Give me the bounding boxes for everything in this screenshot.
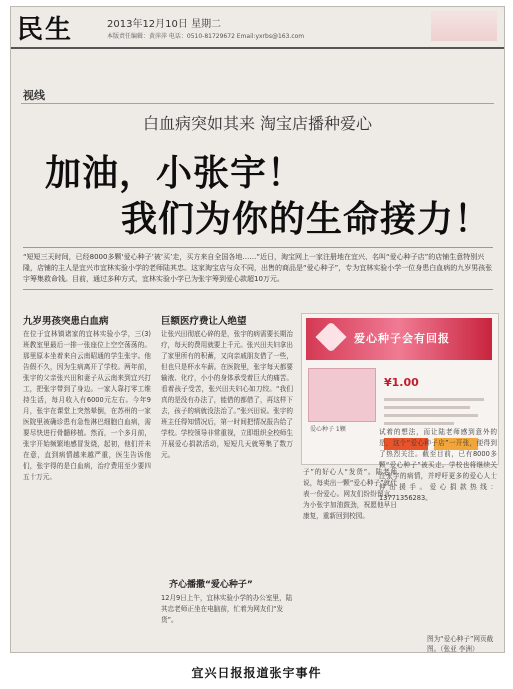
- text-line: [384, 422, 454, 425]
- image-caption: 图为“爱心种子”网页截图。（张亚 李洲）: [427, 635, 494, 653]
- text-line: [384, 398, 484, 401]
- column-2-subheading: 齐心播撒“爱心种子”: [169, 580, 253, 590]
- heart-icon: [315, 321, 346, 352]
- editor-info: 本版责任编辑：黄萍萍 电话：0510-81729672 Email:yxrbs@163.com: [107, 33, 305, 40]
- figure-caption: 宜兴日报报道张宇事件: [191, 666, 322, 680]
- masthead: [11, 7, 504, 49]
- lead-paragraph: “短短三天时间，已经8000多颗‘爱心种子’被‘买’走，买方来自全国各地……”近日，淘宝网上一家注册地在宜兴、名叫“爱心种子店”的店铺生意特别兴隆，店铺的主人是宜兴市宜林实验小学的老师陆其忠。这家淘宝店与众不同，出售的商品是“爱心种子”，专为宜林实验小学一位身患白血病的九岁男孩张宇筹集救命钱。目前，通过多种方式，宜林实验小学已为张宇筹到爱心款超10万元。: [23, 247, 493, 290]
- column-2-body-continued: 12月9日上午，宜林实验小学的办公室里，陆其忠老师正坐在电脑前，忙着为网友们“发货”。: [161, 594, 293, 624]
- divider: [21, 103, 494, 104]
- column-1-body: 在位于宜林镇诸家的宜林实验小学，三(3)班教室里最后一排一张座位上空空荡荡的。那里原本坐着来自云南昭通的学生张宇。他告假不久，因为生病离开了学校。两年前，张宇的父亲张兴田和妻子从云南来到宜兴打工，把张宇带到了身边。一家人靠打零工维持生活，每月收入有6000元左右。今年9月，张宇在课堂上突然晕倒，在苏州的一家医院里被确诊患有急性淋巴细胞白血病，需要尽快进行骨髓移植。然而，一个多月前，张宇开始频繁地感冒发烧，起初，他们并未在意，直到病情越来越严重，医生告诉他们，张宇得的是白血病，治疗费用至少要四五十万元。: [23, 330, 151, 481]
- kicker-headline: 白血病突如其来 淘宝店播种爱心: [142, 114, 373, 133]
- newspaper-page: [10, 6, 505, 653]
- text-line: [384, 406, 470, 409]
- shop-banner: [306, 318, 492, 360]
- headline-line-1: 加油，小张宇！: [45, 153, 305, 194]
- column-2-heading: 巨额医疗费让人绝望: [161, 316, 247, 327]
- banner-text: 爱心种子会有回报: [354, 332, 450, 345]
- column-label: 视线: [23, 89, 45, 102]
- column-3-body: 子”的好心人“发货”。陆老师说，每卖出一颗“爱心种子”就代表一份爱心。网友们纷纷留言，为小张宇加油鼓劲，祝愿他早日康复，重新回到校园。: [303, 468, 397, 520]
- text-line: [384, 414, 478, 417]
- section-title: 民生: [17, 15, 74, 45]
- headline-line-2: 我们为你的生命接力！: [121, 199, 492, 240]
- column-1-heading: 九岁男孩突患白血病: [23, 316, 109, 327]
- product-price: ¥1.00: [384, 376, 419, 389]
- product-name: 爱心种子 1颗: [310, 426, 346, 433]
- column-4-body: 试着的想法，而让陆老师感到意外的是，这个“爱心种子店”一开张，便得到了热烈关注。截至目前，已有8000多颗“爱心种子”被买走。学校也将继续关注张宇的病情，并呼吁更多的爱心人士伸出援手。爱心捐款热线：13771356283。: [379, 428, 497, 502]
- issue-date: 2013年12月10日 星期二: [107, 19, 222, 30]
- column-2-body: 让张兴田彻底心碎的是，张宇的病需要长期治疗，每天的费用就要上千元。张兴田夫妇拿出了家里所有的积蓄，又向亲戚朋友借了一些，但也只是杯水车薪。在医院里，张宇每天都要输液、化疗，小小的身体承受着巨大的痛苦。看着孩子受苦，张兴田夫妇心如刀绞。“我们真的是没有办法了，能借的都借了，再这样下去，孩子的病就没法治了。”张兴田说。张宇的班主任得知情况后，第一时间把情况报告给了学校。学校领导非常重视，立即组织全校师生开展爱心捐款活动，短短几天就筹集了数万元。: [161, 330, 293, 459]
- product-image: [308, 368, 376, 422]
- masthead-decoration: [431, 11, 497, 41]
